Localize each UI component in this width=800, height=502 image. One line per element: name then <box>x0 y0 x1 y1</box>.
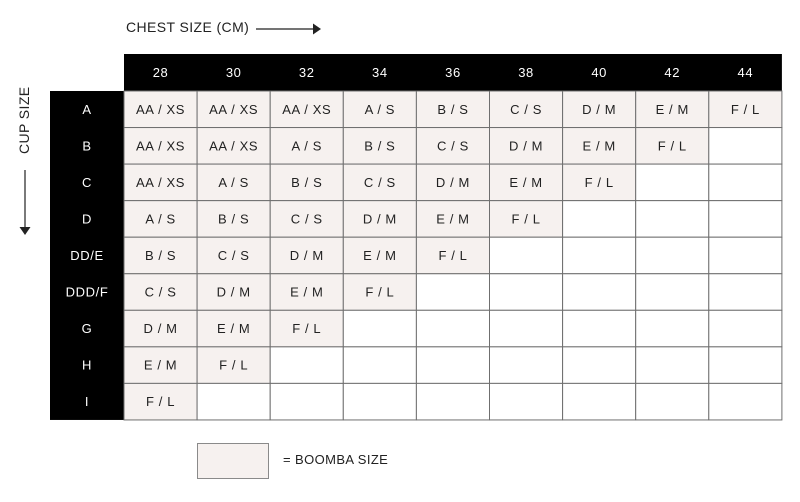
table-cell <box>416 383 489 420</box>
table-cell <box>490 237 563 274</box>
legend-label: = BOOMBA SIZE <box>283 452 389 467</box>
table-cell <box>709 310 782 347</box>
y-axis-title: CUP SIZE <box>16 86 32 154</box>
row-header-C: C <box>82 174 92 190</box>
table-cell <box>636 274 709 311</box>
table-cell-value: AA / XS <box>209 138 259 154</box>
table-cell-value: A / S <box>291 138 322 154</box>
table-cell <box>416 274 489 311</box>
table-cell <box>563 201 636 238</box>
row-header-I: I <box>84 394 90 410</box>
table-cell-value: AA / XS <box>136 138 186 154</box>
row-header-A: A <box>82 101 92 117</box>
column-header-44: 44 <box>737 65 754 80</box>
table-cell <box>343 310 416 347</box>
table-cell-value: F / L <box>365 284 395 300</box>
column-header-36: 36 <box>445 65 461 80</box>
table-cell-value: B / S <box>437 101 469 117</box>
x-axis-title: CHEST SIZE (CM) <box>126 19 250 35</box>
table-cell <box>416 347 489 384</box>
column-header-40: 40 <box>591 65 607 80</box>
table-cell-value: E / M <box>436 211 470 227</box>
table-cell <box>709 128 782 165</box>
table-cell-value: D / M <box>582 101 617 117</box>
table-cell-value: A / S <box>364 101 396 117</box>
table-cell-value: F / L <box>730 101 760 117</box>
table-cell-value: E / M <box>509 174 543 190</box>
column-header-38: 38 <box>518 65 534 80</box>
row-header-DDD-F: DDD/F <box>65 284 109 300</box>
table-cell-value: E / M <box>363 247 397 263</box>
table-cell <box>709 274 782 311</box>
table-cell <box>490 310 563 347</box>
table-cell-value: C / S <box>144 284 177 300</box>
row-header-DD-E: DD/E <box>70 247 104 263</box>
table-cell <box>416 310 489 347</box>
table-cell-value: E / M <box>582 138 616 154</box>
table-cell-value: C / S <box>290 211 323 227</box>
table-cell <box>636 347 709 384</box>
table-cell <box>563 347 636 384</box>
legend-swatch <box>197 443 269 479</box>
table-cell <box>343 383 416 420</box>
table-cell-value: D / M <box>143 321 178 337</box>
column-header-42: 42 <box>664 65 681 80</box>
table-cell-value: AA / XS <box>136 101 186 117</box>
table-cell <box>563 237 636 274</box>
table-cell-value: F / L <box>511 211 541 227</box>
table-cell-value: E / M <box>655 101 689 117</box>
table-cell <box>270 347 343 384</box>
table-cell <box>709 237 782 274</box>
table-cell <box>270 383 343 420</box>
table-cell <box>197 383 270 420</box>
table-cell-value: C / S <box>363 174 396 190</box>
table-cell <box>636 201 709 238</box>
table-cell-value: B / S <box>364 138 396 154</box>
table-cell <box>636 164 709 201</box>
table-cell <box>709 201 782 238</box>
table-cell-value: F / L <box>657 138 687 154</box>
table-cell-value: F / L <box>146 394 176 410</box>
table-cell <box>490 383 563 420</box>
table-cell-value: E / M <box>290 284 324 300</box>
table-cell-value: D / M <box>509 138 544 154</box>
table-cell-value: B / S <box>144 247 177 263</box>
table-cell-value: C / S <box>217 247 250 263</box>
table-cell-value: F / L <box>438 247 468 263</box>
table-cell <box>490 347 563 384</box>
table-cell-value: E / M <box>216 321 251 337</box>
table-cell-value: F / L <box>584 174 614 190</box>
table-cell-value: E / M <box>143 357 178 373</box>
row-header-B: B <box>82 138 92 154</box>
table-cell <box>563 274 636 311</box>
row-header-G: G <box>81 321 93 337</box>
table-cell-value: AA / XS <box>209 101 259 117</box>
table-cell <box>636 310 709 347</box>
table-cell <box>563 383 636 420</box>
table-cell-value: D / M <box>289 247 324 263</box>
table-cell <box>709 347 782 384</box>
table-cell-value: A / S <box>145 211 176 227</box>
row-header-H: H <box>82 357 92 373</box>
table-cell-value: D / M <box>362 211 397 227</box>
table-cell-value: F / L <box>219 357 249 373</box>
table-cell-value: B / S <box>218 211 250 227</box>
table-cell <box>636 237 709 274</box>
table-cell-value: D / M <box>435 174 470 190</box>
column-header-30: 30 <box>225 65 242 80</box>
table-cell <box>636 383 709 420</box>
table-cell-value: F / L <box>292 321 322 337</box>
table-cell-value: C / S <box>510 101 543 117</box>
column-header-34: 34 <box>372 65 388 80</box>
row-header-D: D <box>82 211 92 227</box>
table-cell-value: C / S <box>436 138 469 154</box>
column-header-28: 28 <box>152 65 169 80</box>
table-cell-value: AA / XS <box>282 101 332 117</box>
column-header-32: 32 <box>298 65 315 80</box>
table-cell <box>563 310 636 347</box>
table-cell <box>709 164 782 201</box>
table-cell <box>490 274 563 311</box>
table-cell-value: B / S <box>291 174 323 190</box>
table-cell <box>343 347 416 384</box>
table-cell-value: A / S <box>218 174 249 190</box>
table-cell-value: AA / XS <box>136 174 186 190</box>
table-cell-value: D / M <box>216 284 251 300</box>
table-cell <box>709 383 782 420</box>
